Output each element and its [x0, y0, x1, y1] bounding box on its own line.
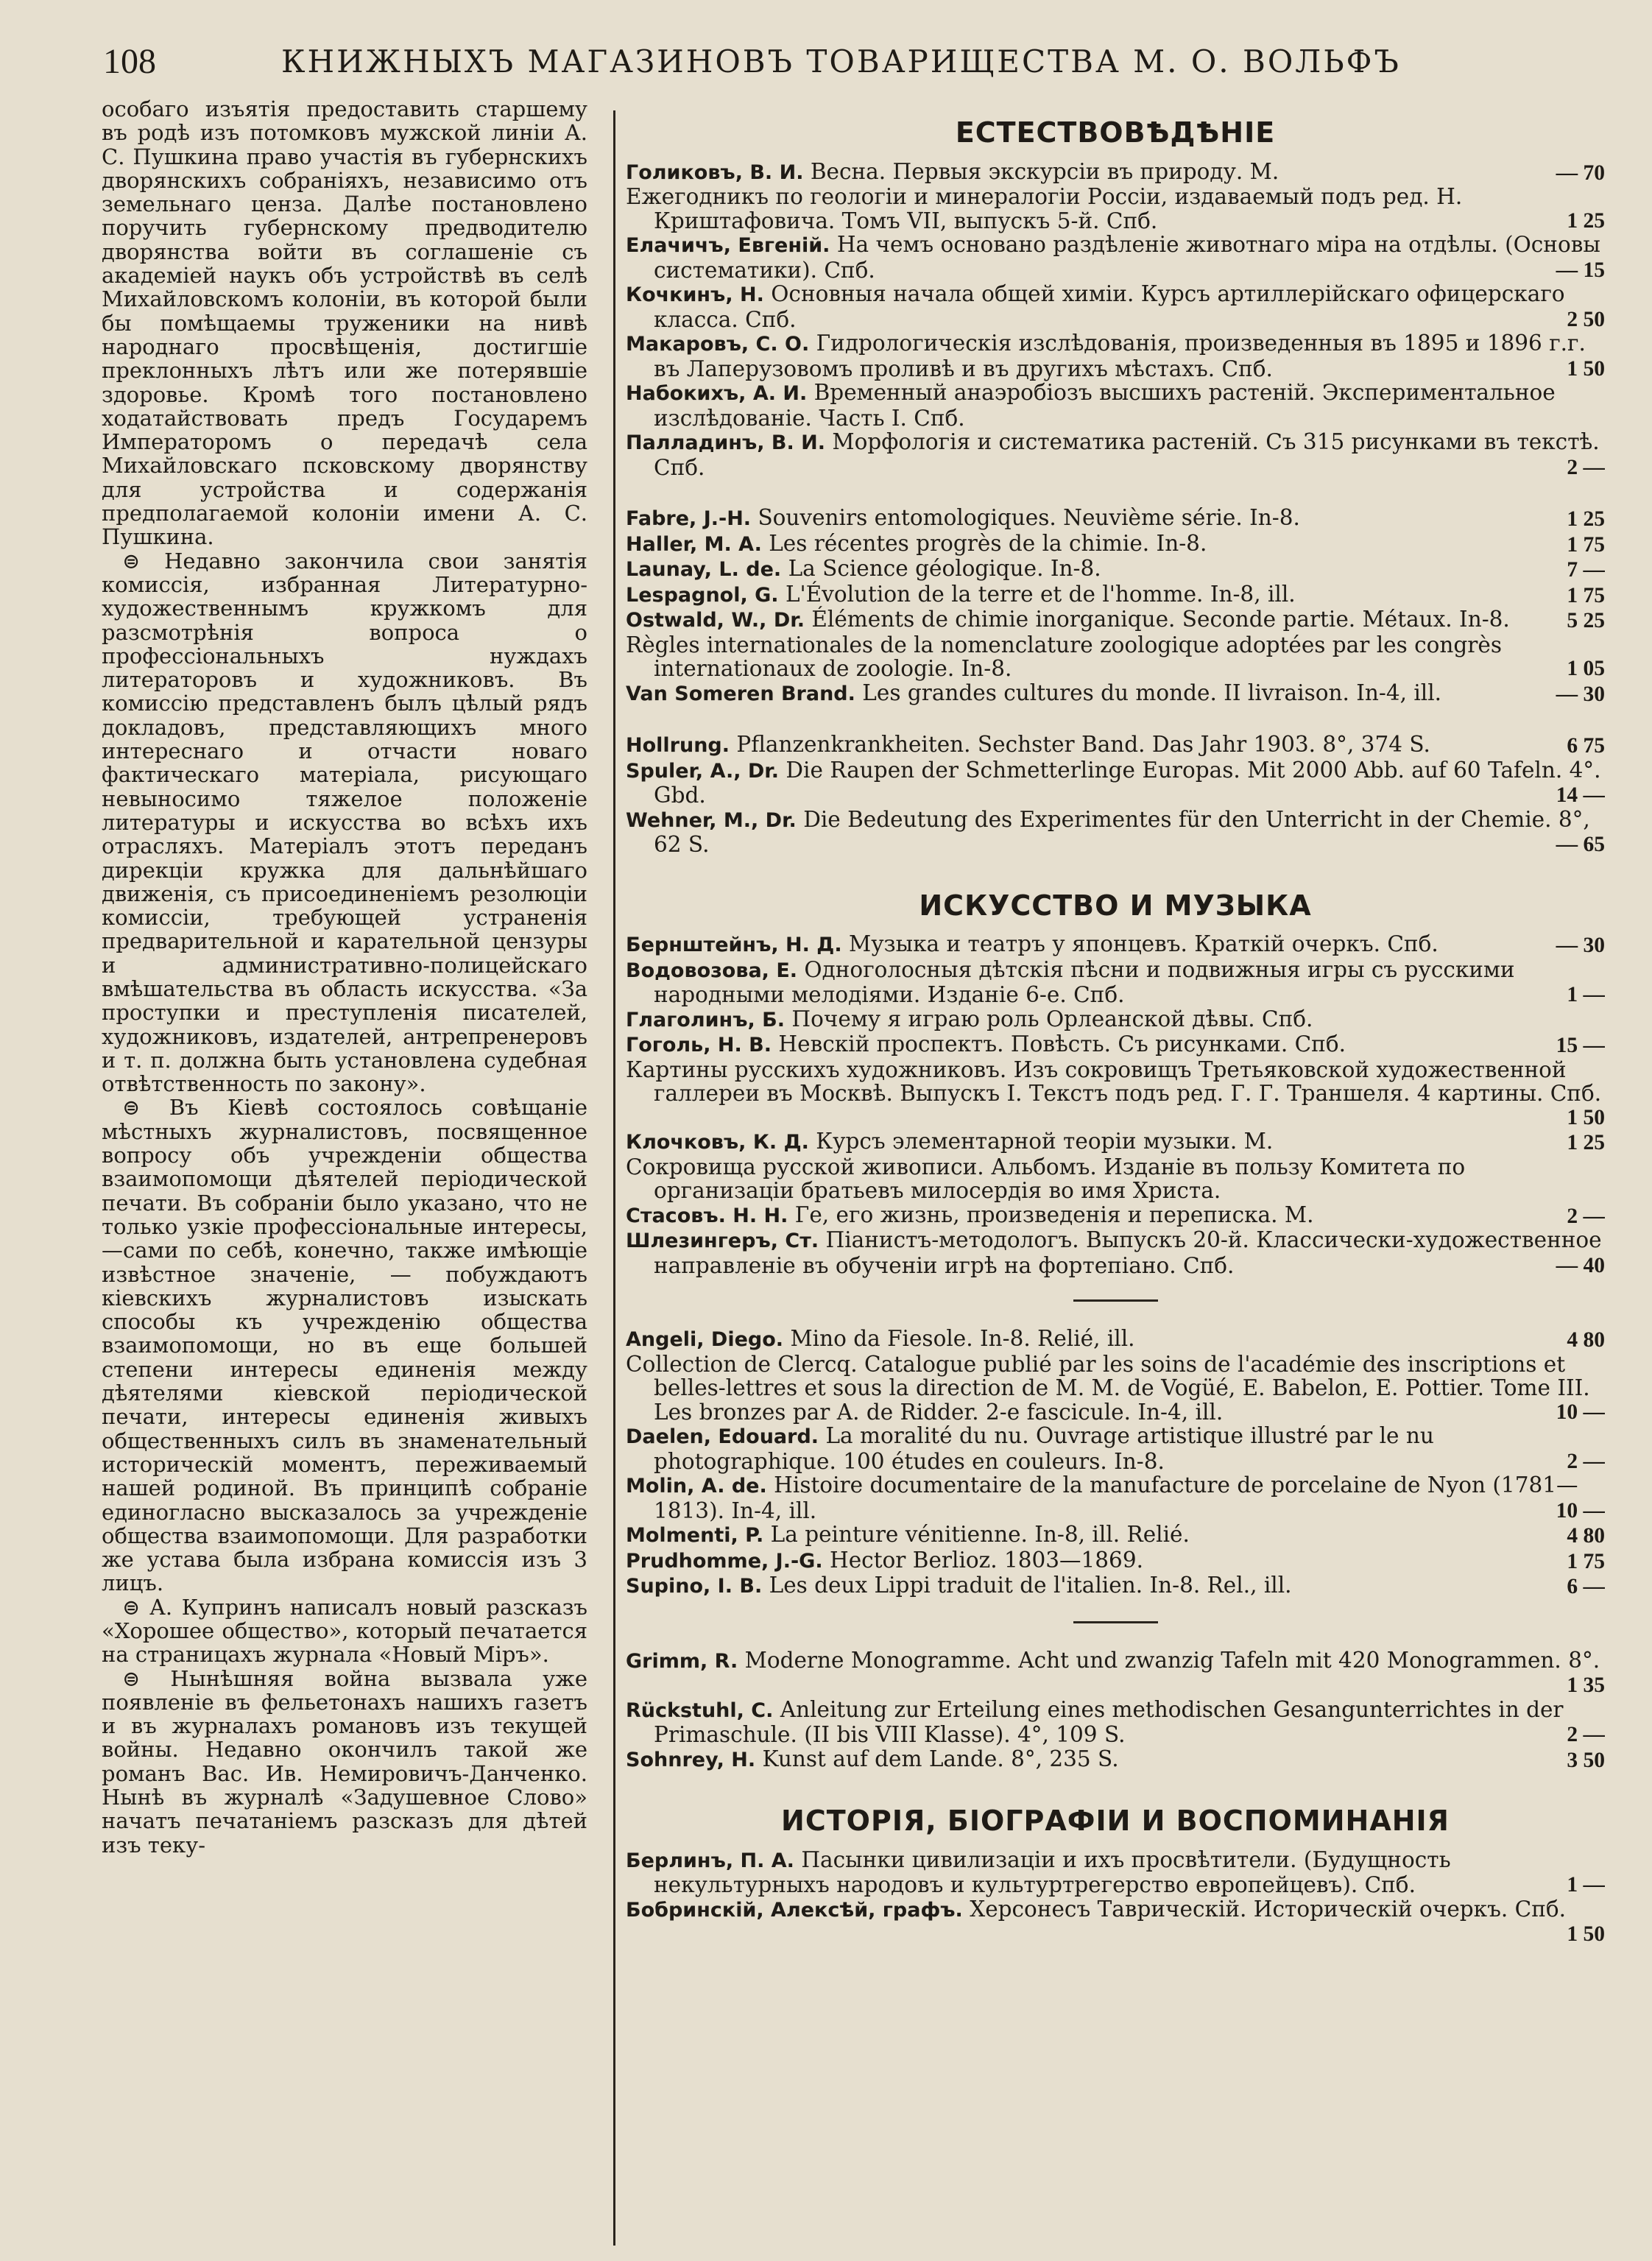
entry-title: На чемъ основано раздѣленіе животнаго міра на отдѣлы. (Основы систематики). Спб. — [654, 232, 1600, 283]
catalog-entry — [626, 1523, 1605, 1548]
entry-author: Haller, M. A. — [626, 532, 762, 556]
catalog-entry — [626, 932, 1605, 958]
entry-title: Pflanzenkrankheiten. Sechster Band. Das Jahr 1903. 8°, 374 S. — [736, 732, 1430, 757]
catalog-entry — [626, 733, 1605, 758]
entry-author: Prudhomme, J.-G. — [626, 1549, 823, 1573]
catalog-entry — [626, 1155, 1605, 1203]
catalog-entry — [626, 1897, 1605, 1947]
section-gap — [626, 857, 1605, 883]
entry-title: Hector Berlioz. 1803—1869. — [829, 1547, 1143, 1573]
entry-title: Règles internationales de la nomenclature zoologique adoptées par les congrès internationaux de zoologie. In-8. — [626, 632, 1503, 681]
catalog-entry — [626, 1573, 1605, 1599]
catalog-column — [626, 110, 1605, 2253]
entry-author: Клочковъ, К. Д. — [626, 1131, 809, 1154]
group-divider — [1073, 1299, 1158, 1302]
entry-title: Die Bedeutung des Experimentes für den Unterricht in der Chemie. 8°, 62 S. — [654, 806, 1590, 857]
entry-author: Бернштейнъ, Н. Д. — [626, 934, 842, 956]
entry-title: Ге, его жизнь, произведенія и переписка. М. — [794, 1202, 1314, 1227]
entry-title: La moralité du nu. Ouvrage artistique illustré par le nu photographique. 100 études en couleurs. In-8. — [654, 1423, 1434, 1474]
entry-author: Spuler, A., Dr. — [626, 759, 780, 783]
entry-author: Daelen, Edouard. — [626, 1425, 819, 1448]
catalog-entry — [626, 430, 1605, 479]
entry-author: Гоголь, Н. В. — [626, 1034, 772, 1057]
paragraph-marker-icon: ⊜ — [122, 1095, 169, 1121]
group-divider — [1073, 1621, 1158, 1623]
entry-title: La peinture vénitienne. In-8, ill. Relié. — [770, 1522, 1190, 1547]
catalog-entry — [626, 1747, 1605, 1773]
entry-author: Макаровъ, С. О. — [626, 333, 810, 356]
entry-title: Kunst auf dem Lande. 8°, 235 S. — [762, 1746, 1119, 1771]
news-text: особаго изъятія предоставить старшему въ родѣ изъ потомковъ мужской линіи А. С. Пушкина право участія въ губернскихъ дворянскихъ собраніяхъ, независимо отъ земельнаго ценза. Далѣе постановлено поручить губернскому предводителю дворянства войти въ соглашеніе съ академіей наукъ объ устройствѣ въ селѣ Михайловскомъ колоніи, въ которой были бы помѣщаемы труженики на нивѣ народнаго просвѣщенія, достигшіе преклонныхъ лѣтъ или же потерявшіе здоровье. Кромѣ того постановлено ходатайствовать предъ Государемъ Императоромъ о передачѣ села Михайловскаго псковскому дворянству для устройства и содержанія предполагаемой колоніи имени А. С. Пушкина. — [102, 97, 587, 550]
entry-author: Стасовъ. Н. Н. — [626, 1204, 788, 1227]
entry-price: 1 75 — [1559, 1550, 1605, 1574]
entry-price: 6 — — [1559, 1575, 1605, 1599]
entry-title: Les grandes cultures du monde. II livraison. In-4, ill. — [862, 680, 1442, 705]
entry-title: Сокровища русской живописи. Альбомъ. Изданіе въ пользу Комитета по организаціи братьевъ милосердія во имя Христа. — [626, 1154, 1466, 1203]
entry-title: Основныя начала общей химіи. Курсъ артиллерійскаго офицерскаго класса. Спб. — [654, 281, 1565, 332]
catalog-entry — [626, 1848, 1605, 1897]
entry-author: Hollrung. — [626, 734, 730, 757]
entry-author: Палладинъ, В. И. — [626, 431, 826, 454]
entry-price: 4 80 — [1559, 1524, 1605, 1548]
entry-price: 3 50 — [1559, 1749, 1605, 1773]
catalog-entry — [626, 532, 1605, 557]
entry-author: Lespagnol, G. — [626, 583, 779, 607]
catalog-entry — [626, 1203, 1605, 1229]
entry-price: — 30 — [1549, 682, 1605, 707]
entry-author: Кочкинъ, Н. — [626, 283, 764, 306]
entry-price: 10 — — [1549, 1400, 1605, 1425]
entry-title: Піанистъ-методологъ. Выпускъ 20-й. Классически-художественное направленіе въ обученіи игрѣ на фортепіано. Спб. — [654, 1227, 1602, 1278]
entry-price: 6 75 — [1559, 734, 1605, 758]
entry-author: Водовозова, Е. — [626, 959, 798, 982]
page-number: 108 — [103, 41, 156, 81]
entry-price: 2 — — [1559, 1204, 1605, 1229]
catalog-entry — [626, 1473, 1605, 1523]
catalog-entry — [626, 1129, 1605, 1155]
entry-price: 7 — — [1559, 558, 1605, 582]
group-gap — [626, 479, 1605, 506]
entry-price: 2 50 — [1559, 308, 1605, 332]
entry-title: La Science géologique. In-8. — [788, 556, 1101, 581]
catalog-entry — [626, 557, 1605, 582]
paragraph-marker-icon: ⊜ — [122, 1594, 149, 1620]
entry-price: 1 — — [1559, 1873, 1605, 1897]
entry-price: 1 75 — [1559, 533, 1605, 557]
entry-author: Голиковъ, В. И. — [626, 161, 804, 184]
entry-price: 1 — — [1559, 983, 1605, 1007]
entry-author: Launay, L. de. — [626, 558, 782, 581]
catalog-entry — [626, 958, 1605, 1007]
catalog-entry — [626, 607, 1605, 633]
entry-title: Mino da Fiesole. In-8. Relié, ill. — [790, 1326, 1135, 1351]
entry-price: 1 25 — [1559, 1131, 1605, 1155]
catalog-entry — [626, 1548, 1605, 1574]
entry-author: Molmenti, P. — [626, 1524, 764, 1547]
column-divider — [613, 110, 615, 2246]
entry-author: Берлинъ, П. А. — [626, 1849, 794, 1872]
catalog-entry — [626, 1007, 1605, 1033]
entry-title: Histoire documentaire de la manufacture de porcelaine de Nyon (1781—1813). In-4, ill. — [654, 1472, 1578, 1523]
entry-price: 2 — — [1559, 456, 1605, 480]
catalog-entry — [626, 160, 1605, 186]
catalog-entry — [626, 331, 1605, 381]
news-text: Нынѣшняя война вызвала уже появленіе въ фельетонахъ нашихъ газетъ и въ журналахъ романовъ изъ текущей войны. Недавно окончилъ такой же романъ Вас. Ив. Немировичъ-Данченко. Нынѣ въ журналѣ «Задушевное Слово» начатъ печатаніемъ разсказъ для дѣтей изъ теку- — [102, 1665, 587, 1858]
entry-price: 2 — — [1559, 1450, 1605, 1474]
catalog-entry — [626, 681, 1605, 707]
entry-price: 1 35 — [1559, 1673, 1605, 1698]
entry-title: Collection de Clercq. Catalogue publié par les soins de l'académie des inscriptions et belles-lettres et sous la direction de M. M. de Vogüé, E. Babelon, E. Pottier. Tome III. Les bronzes par A. de Ridder. 2-e fascicule. In-4, ill. — [626, 1351, 1590, 1425]
news-text: А. Купринъ написалъ новый разсказъ «Хорошее общество», который печатается на страницахъ журнала «Новый Міръ». — [102, 1594, 587, 1668]
entry-price: 1 05 — [1559, 657, 1605, 681]
entry-title: L'Évolution de la terre et de l'homme. In-8, ill. — [785, 581, 1296, 607]
entry-price: 2 — — [1559, 1723, 1605, 1747]
news-column — [102, 97, 587, 2254]
catalog-entry — [626, 582, 1605, 608]
catalog-entry — [626, 233, 1605, 282]
catalog-entry — [626, 381, 1605, 430]
entry-price: — 30 — [1549, 934, 1605, 958]
news-text: Недавно закончила свои занятія комиссія, избранная Литературно-художественнымъ кружкомъ для разсмотрѣнія вопроса о профессіональныхъ нуждахъ литераторовъ и художниковъ. Въ комиссію представленъ былъ цѣлый рядъ докладовъ, представляющихъ много интереснаго и отчасти новаго фактическаго матеріала, рисующаго невыносимо тяжелое положеніе литературы и искусства во всѣхъ ихъ отрасляхъ. Матеріалъ этотъ переданъ дирекціи кружка для дальнѣйшаго движенія, съ присоединеніемъ резолюціи комиссіи, требующей устраненія предварительной и карательной цензуры и административно-полицейскаго вмѣшательства въ область искусства. «За проступки и преступленія писателей, художниковъ, издателей, антрепренеровъ и т. п. должна быть установлена судебная отвѣтственность по закону». — [102, 548, 587, 1097]
entry-title: Die Raupen der Schmetterlinge Europas. Mit 2000 Abb. auf 60 Tafeln. 4°. Gbd. — [654, 757, 1601, 808]
entry-price: 4 80 — [1559, 1328, 1605, 1352]
running-title: КНИЖНЫХЪ МАГАЗИНОВЪ ТОВАРИЩЕСТВА М. О. ВОЛЬФЪ — [281, 43, 1401, 80]
entry-title: Moderne Monogramme. Acht und zwanzig Tafeln mit 420 Monogrammen. 8°. — [744, 1647, 1600, 1673]
entry-title: Херсонесъ Таврическій. Историческій очеркъ. Спб. — [970, 1896, 1566, 1922]
entry-title: Музыка и театръ у японцевъ. Краткій очеркъ. Спб. — [848, 931, 1439, 956]
section-gap — [626, 1772, 1605, 1799]
entry-title: Невскій проспектъ. Повѣсть. Съ рисунками. Спб. — [778, 1031, 1346, 1057]
section-title: ЕСТЕСТВОВѢДѢНІЕ — [955, 116, 1276, 149]
entry-author: Ostwald, W., Dr. — [626, 609, 805, 632]
entry-title: Временный анаэробіозъ высшихъ растеній. Экспериментальное изслѣдованіе. Часть I. Спб. — [654, 380, 1556, 431]
entry-author: Глаголинъ, Б. — [626, 1008, 785, 1031]
entry-title: Курсъ элементарной теоріи музыки. М. — [816, 1129, 1274, 1154]
group-gap — [626, 706, 1605, 733]
catalog-entry — [626, 185, 1605, 233]
entry-price: 14 — — [1549, 783, 1605, 808]
paragraph-marker-icon: ⊜ — [122, 548, 165, 574]
news-paragraph — [102, 1096, 587, 1595]
section-gap — [626, 1947, 1605, 1973]
entry-price: 15 — — [1549, 1034, 1605, 1058]
entry-title: Картины русскихъ художниковъ. Изъ сокровищъ Третьяковской художественной галлереи въ Москвѣ. Выпускъ I. Текстъ подъ ред. Г. Г. Траншеля. 4 картины. Спб. — [626, 1057, 1602, 1106]
catalog-entry — [626, 758, 1605, 808]
entry-price: 1 50 — [1559, 1106, 1605, 1130]
entry-price: 1 75 — [1559, 584, 1605, 608]
catalog-entry — [626, 1327, 1605, 1352]
catalog-entry — [626, 1228, 1605, 1277]
catalog-entry — [626, 1424, 1605, 1473]
entry-price: 1 50 — [1559, 1922, 1605, 1947]
entry-title: Les récentes progrès de la chimie. In-8. — [769, 530, 1207, 556]
entry-price: 1 25 — [1559, 209, 1605, 233]
entry-title: Почему я играю роль Орлеанской дѣвы. Спб. — [791, 1006, 1313, 1031]
entry-author: Набокихъ, А. И. — [626, 382, 808, 405]
entry-price: 10 — — [1549, 1499, 1605, 1523]
entry-price: — 70 — [1549, 161, 1605, 186]
entry-price: 5 25 — [1559, 609, 1605, 633]
section-title: ИСКУССТВО И МУЗЫКА — [919, 889, 1312, 922]
entry-title: Одноголосныя дѣтскія пѣсни и подвижныя игры съ русскими народными мелодіями. Изданіе 6-е. Спб. — [654, 956, 1515, 1007]
entry-price: 1 50 — [1559, 357, 1605, 381]
entry-title: Éléments de chimie inorganique. Seconde partie. Métaux. In-8. — [811, 607, 1510, 632]
entry-author: Rückstuhl, C. — [626, 1699, 774, 1722]
entry-price: 1 25 — [1559, 507, 1605, 532]
entry-title: Гидрологическія изслѣдованія, произведенныя въ 1895 и 1896 г.г. въ Лаперузовомъ проливѣ и въ другихъ мѣстахъ. Спб. — [654, 331, 1586, 381]
entry-author: Molin, A. de. — [626, 1475, 767, 1498]
entry-price: — 15 — [1549, 258, 1605, 283]
entry-title: Anleitung zur Erteilung eines methodischen Gesangunterrichtes in der Primaschule. (II bis VIII Klasse). 4°, 109 S. — [654, 1696, 1564, 1747]
catalog-entry — [626, 1698, 1605, 1747]
entry-author: Sohnrey, H. — [626, 1748, 756, 1771]
news-paragraph — [102, 97, 587, 549]
news-paragraph — [102, 1667, 587, 1857]
catalog-entry — [626, 506, 1605, 532]
entry-author: Angeli, Diego. — [626, 1328, 784, 1351]
page-header — [103, 35, 1568, 87]
entry-title: Les deux Lippi traduit de l'italien. In-8. Rel., ill. — [769, 1573, 1292, 1598]
paragraph-marker-icon: ⊜ — [122, 1665, 171, 1691]
catalog-entry — [626, 282, 1605, 331]
entry-author: Елачичъ, Евгеній. — [626, 234, 830, 257]
entry-author: Бобринскій, Алексѣй, графъ. — [626, 1898, 963, 1922]
catalog-entry — [626, 808, 1605, 857]
entry-author: Grimm, R. — [626, 1649, 738, 1673]
entry-price: — 65 — [1549, 833, 1605, 857]
entry-title: Souvenirs entomologiques. Neuvième série. In-8. — [758, 505, 1300, 530]
news-text: Въ Кіевѣ состоялось совѣщаніе мѣстныхъ журналистовъ, посвященное вопросу объ учрежденіи общества взаимопомощи дѣятелей періодической печати. Въ собраніи было указано, что не только узкіе профессіональные интересы,—сами по себѣ, конечно, также имѣющіе извѣстное значеніе, — побуждаютъ кіевскихъ журналистовъ изыскать способы къ учрежденію общества взаимопомощи, но въ еще большей степени интересы единенія между дѣятелями кіевской періодической печати, интересы единенія живыхъ общественныхъ силъ въ знаменательный историческій моментъ, переживаемый нашей родиной. Въ принципѣ собраніе единогласно высказалось за учрежденіе общества взаимопомощи. Для разработки же устава была избрана комиссія изъ 3 лицъ. — [102, 1095, 587, 1596]
section-title: ИСТОРІЯ, БІОГРАФІИ И ВОСПОМИНАНІЯ — [781, 1805, 1450, 1837]
news-paragraph — [102, 1595, 587, 1667]
news-paragraph — [102, 549, 587, 1096]
catalog-entry — [626, 633, 1605, 681]
catalog-entry — [626, 1032, 1605, 1058]
entry-title: Весна. Первыя экскурсіи въ природу. М. — [810, 158, 1279, 184]
entry-author: Van Someren Brand. — [626, 682, 855, 705]
entry-author: Шлезингеръ, Ст. — [626, 1230, 819, 1252]
catalog-entry — [626, 1648, 1605, 1698]
entry-author: Fabre, J.-H. — [626, 507, 752, 530]
entry-title: Ежегодникъ по геологіи и минералогіи Россіи, издаваемый подъ ред. Н. Криштафовича. Томъ VII, выпускъ 5-й. Спб. — [626, 184, 1463, 233]
entry-price: — 40 — [1549, 1254, 1605, 1278]
entry-author: Supino, I. B. — [626, 1575, 763, 1598]
entry-author: Wehner, M., Dr. — [626, 808, 797, 832]
catalog-entry — [626, 1352, 1605, 1425]
entry-title: Морфологія и систематика растеній. Съ 315 рисунками въ текстѣ. Спб. — [654, 429, 1600, 480]
entry-title: Пасынки цивилизаціи и ихъ просвѣтители. (Будущность некультурныхъ народовъ и культуртрегерство европейцевъ). Спб. — [654, 1846, 1451, 1897]
catalog-entry — [626, 1058, 1605, 1130]
